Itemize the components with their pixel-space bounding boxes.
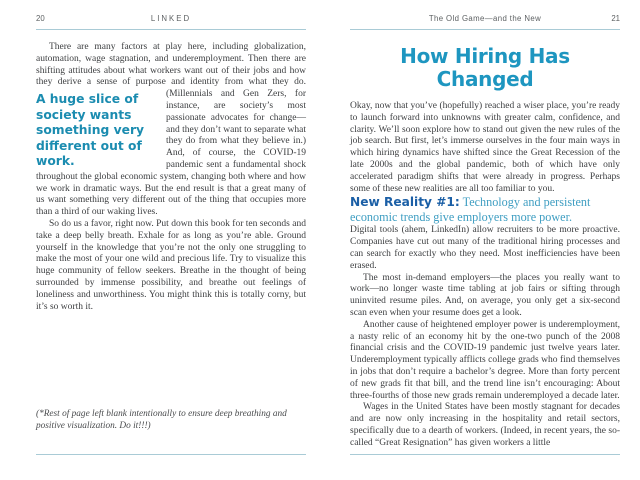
right-paragraph-1: Okay, now that you’ve (hopefully) reached a wiser place, you’re ready to launch forward into unknowns with greater calm, confidence, and clarity. We’ll soon explore how to stand out given the new rules of the job search. But first, let’s immerse ourselves in the four main ways in which hiring dynamics have shifted since the Great Recession of the late 2000s and the global pandemic, both of which have only accelerated paradigm shifts that were already in progress. Perhaps some of these new realities are all too familiar to you.: [350, 101, 620, 194]
right-paragraph-5: Wages in the United States have been mostly stagnant for decades and are now only increasing in the hospitality and retail sectors, specifically due to a dearth of workers. (Indeed, in recent years, the so-called “Great Resignation” has given workers a little: [350, 402, 620, 448]
new-reality-subheading: [350, 195, 620, 225]
chapter-heading: How Hiring Has Changed: [400, 44, 570, 91]
right-running-header: [350, 14, 620, 26]
right-header-rule: [350, 29, 620, 30]
right-page: [350, 14, 620, 466]
new-reality-label: New Reality #1:: [350, 195, 460, 210]
left-header-rule: [36, 29, 306, 30]
right-page-number: 21: [611, 14, 620, 23]
right-paragraph-2: Digital tools (ahem, LinkedIn) allow recruiters to be more proactive. Companies have cut out many of the traditional hiring processes and can search for exactly who they need. Most inefficiencies have been erased.: [350, 225, 620, 271]
left-page-number: 20: [36, 14, 45, 23]
left-running-title: LINKED: [150, 14, 192, 23]
right-footer-rule: [350, 454, 620, 455]
left-page: [36, 14, 306, 466]
new-reality-text: Technology and persistent economic trends give employers more power.: [350, 195, 591, 225]
pull-quote: A huge slice of society wants something very different out of work.: [36, 92, 145, 169]
left-body-text: [36, 42, 306, 313]
right-paragraph-3: The most in-demand employers—the places you really want to work—no longer waste time tabling at job fairs or sifting through uninvited resume piles. And, on average, you only get a six-second scan even when your resume does get a look.: [350, 272, 620, 318]
left-paragraph-1: [36, 42, 306, 219]
left-paragraph-1-after-quote: do. (Millennials and Gen Zers, for instance, are society’s most passionate advocates for change—and they don’t want to separate what they do from what they believe in.) And, of course, the COVID-19 pandemic sent a fundamental shock throughout the global economic system, changing both where and how we work in dramatic ways. But the end result is that a great many of us want something very different out of the thing that occupies more than a third of our waking lives.: [36, 77, 306, 218]
right-running-title: The Old Game—and the New: [428, 14, 542, 23]
right-body-text: [350, 101, 620, 450]
left-footer-rule: [36, 454, 306, 455]
left-running-header: [36, 14, 306, 26]
footnote: (*Rest of page left blank intentionally to ensure deep breathing and positive visualization. Do it!!!): [36, 409, 287, 431]
left-paragraph-1-before-quote: There are many factors at play here, including globalization, automation, wage stagnation, and underemployment. Then there are shifting attitudes about what workers want out of their jobs and how they derive a sense of purpose and identity from what they: [36, 42, 306, 88]
left-paragraph-2: So do us a favor, right now. Put down this book for ten seconds and take a deep belly breath. Exhale for as long as you’re able. Ground yourself in the knowledge that you’re not the only one struggling to make the most of your one wild and precious life. Try to visualize this huge community of fellow seekers. Breathe in the thought of being surrounded by immense possibility, and breathe out feelings of loneliness and unworthiness. You might think this is totally corny, but it’s so worth it.: [36, 218, 306, 312]
right-paragraph-4: Another cause of heightened employer power is underemployment, a nasty relic of an economy hit by the one-two punch of the 2008 financial crisis and the COVID-19 pandemic just twelve years later. Underemployment typically afflicts college grads who find themselves in jobs that don’t require a bachelor’s degree. More than forty percent of new grads fit that bill, and the trend line isn’t encouraging: About three-fourths of those new grads remain underemployed a decade later.: [350, 319, 620, 401]
